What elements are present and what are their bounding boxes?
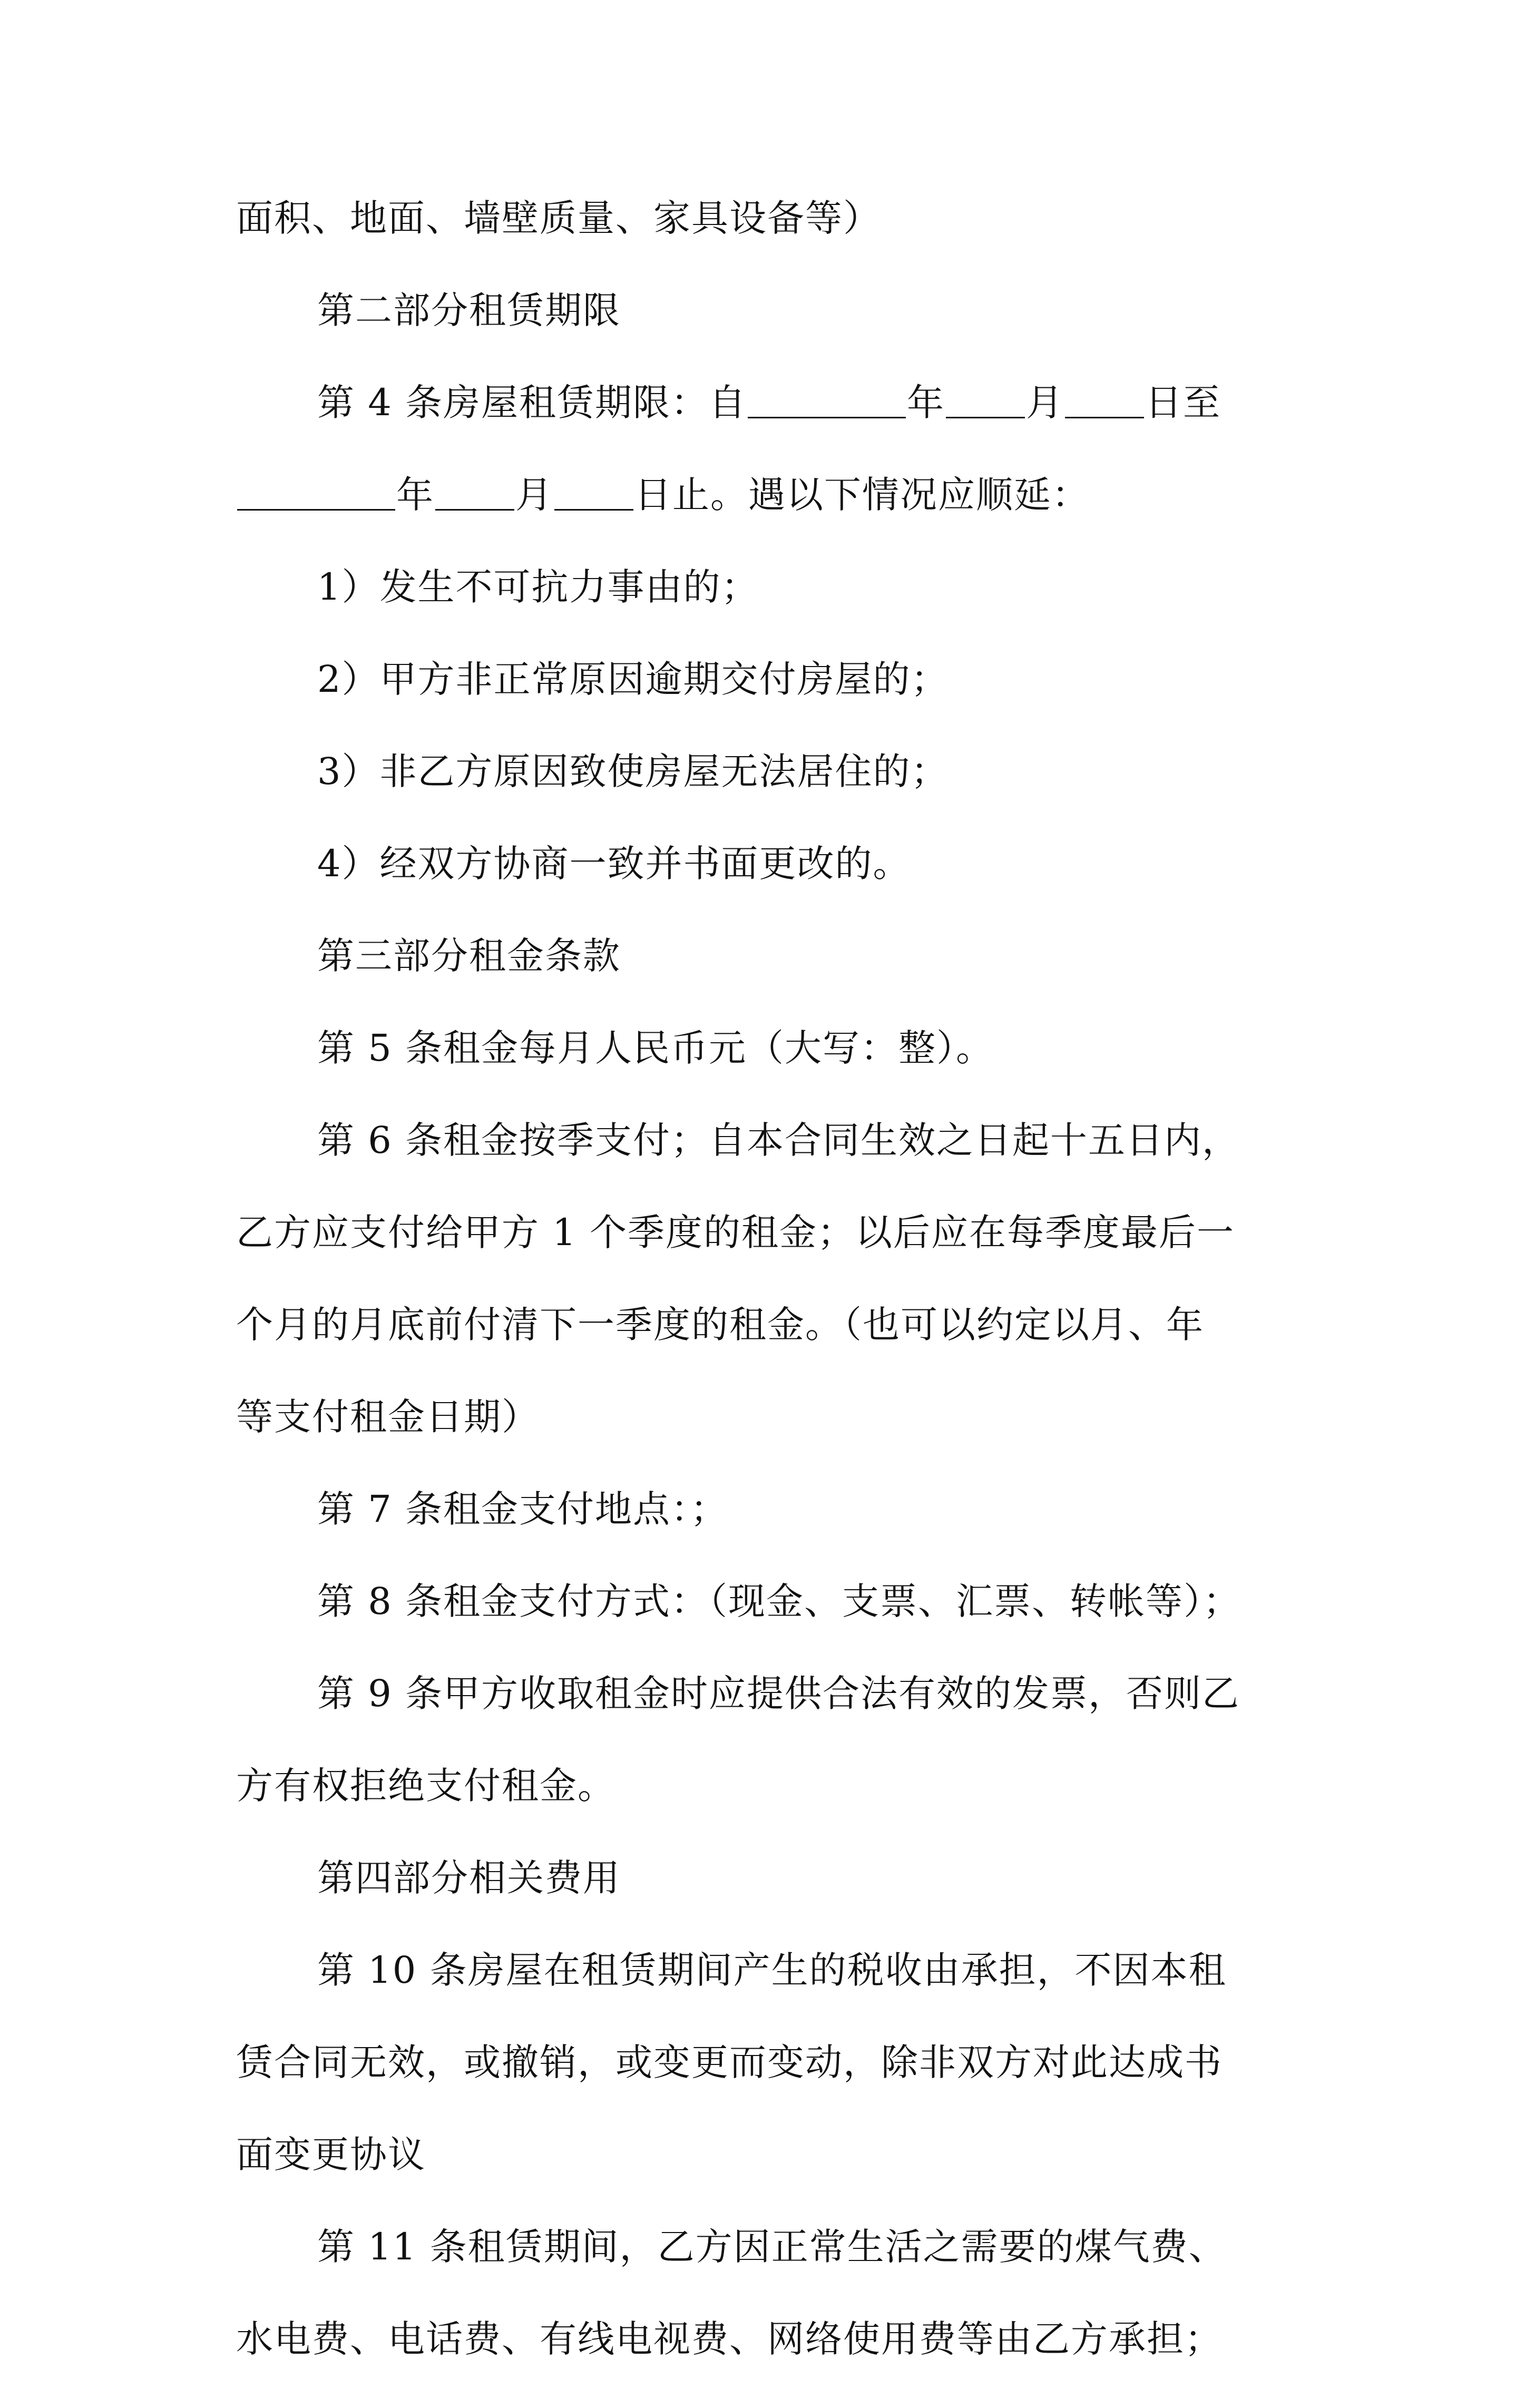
clause-line: 第 7 条租金支付地点：； [317,1487,729,1531]
paragraph-line: 乙方应支付给甲方 1 个季度的租金；以后应在每季度最后一 [236,1211,1235,1254]
start-day-blank [1065,380,1144,418]
start-year-label: 年 [907,381,945,424]
end-day-blank [554,472,633,511]
paragraph-line: 等支付租金日期） [236,1395,540,1438]
end-month-blank [435,472,514,511]
paragraph-line: 面变更协议 [236,2133,426,2176]
section-heading: 第四部分相关费用 [317,1856,621,1900]
end-day-label: 日止。遇以下情况应顺延： [634,473,1090,516]
lease-term-prefix: 第 4 条房屋租赁期限：自 [317,381,747,424]
section-heading: 第二部分租赁期限 [317,289,621,332]
start-year-blank [748,380,906,418]
section-heading: 第三部分租金条款 [317,934,621,977]
start-month-label: 月 [1026,381,1064,424]
end-year-label: 年 [396,473,434,516]
paragraph-line: 方有权拒绝支付租金。 [236,1764,615,1807]
document-body [236,195,1314,2408]
paragraph-line: 赁合同无效，或撤销，或变更而变动，除非双方对此达成书 [236,2041,1223,2084]
paragraph-line: 面积、地面、墙壁质量、家具设备等） [236,197,881,240]
clause-line: 第 6 条租金按季支付；自本合同生效之日起十五日内， [317,1119,1240,1162]
paragraph-line: 水电费、电话费、有线电视费、网络使用费等由乙方承担； [236,2317,1223,2361]
list-item: 3）非乙方原因致使房屋无法居住的； [317,750,949,793]
clause-line: 第 5 条租金每月人民币元（大写：整）。 [317,1026,994,1070]
clause-line: 第 8 条租金支付方式：（现金、支票、汇票、转帐等）； [317,1580,1241,1623]
list-item: 4）经双方协商一致并书面更改的。 [317,842,911,885]
lease-term-clause-line-2 [236,472,1314,518]
start-day-label: 日至 [1145,381,1221,424]
lease-term-clause-line-1 [236,379,1314,426]
start-month-blank [946,380,1025,418]
end-month-label: 月 [515,473,553,516]
clause-line: 第 10 条房屋在租赁期间产生的税收由承担，不因本租 [317,1949,1227,1992]
list-item: 2）甲方非正常原因逾期交付房屋的； [317,658,949,701]
paragraph-line: 个月的月底前付清下一季度的租金。（也可以约定以月、年 [236,1303,1204,1346]
clause-line: 第 9 条甲方收取租金时应提供合法有效的发票，否则乙 [317,1672,1240,1715]
end-year-blank [237,472,395,511]
clause-line: 第 11 条租赁期间，乙方因正常生活之需要的煤气费、 [317,2225,1227,2268]
list-item: 1）发生不可抗力事由的； [317,565,759,609]
